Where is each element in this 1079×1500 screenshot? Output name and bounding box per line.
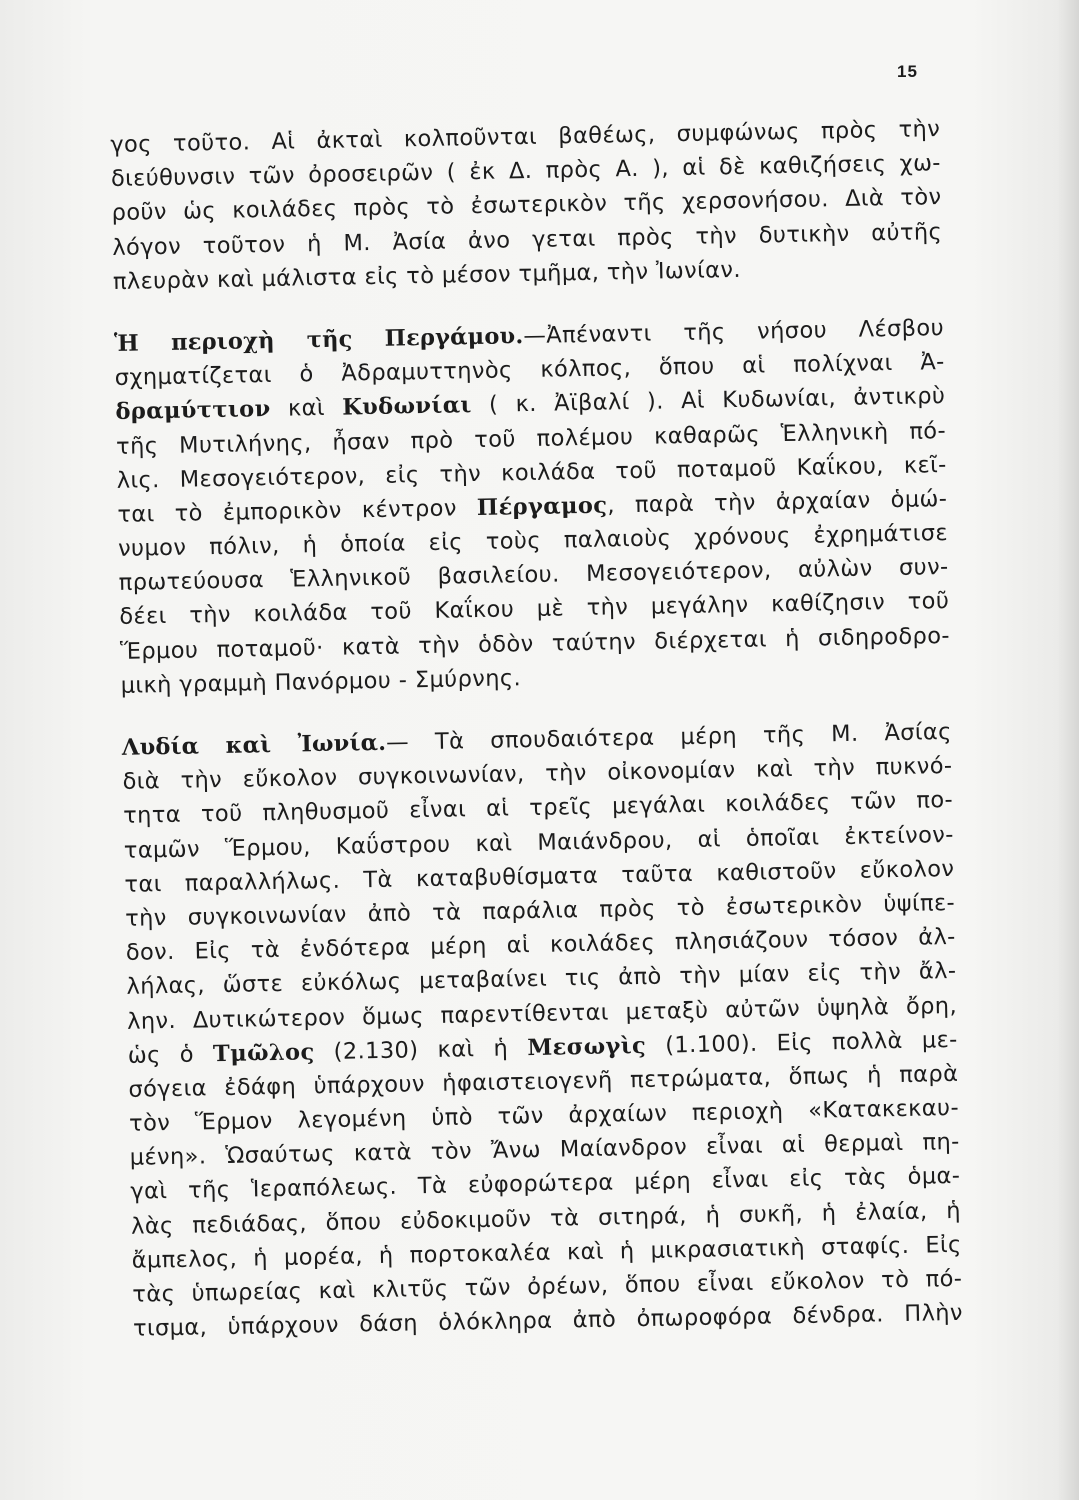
- text-run: —Ἀπέναντι τῆς νήσου Λέσβου: [523, 314, 945, 350]
- text-line: γος τοῦτο. Αἱ ἀκταὶ κολποῦνται βαθέως, συμφώνως πρὸς τὴν: [110, 116, 941, 158]
- text-line: δον. Εἰς τὰ ἐνδότερα μέρη αἱ κοιλάδες πλησιάζουν τόσον ἀλ-: [125, 924, 956, 966]
- text-run: καὶ: [270, 394, 343, 423]
- bold-term: Τμῶλος: [212, 1038, 315, 1067]
- text-line: μικὴ γραμμὴ Πανόρμου - Σμύρνης.: [120, 665, 522, 699]
- paragraph-pergamon: [114, 311, 951, 703]
- text-line: διεύθυνσιν τῶν ὀροσειρῶν ( ἐκ Δ. πρὸς Α. ), αἱ δὲ καθιζήσεις χω-: [110, 150, 942, 193]
- text-line: τισμα, ὑπάρχουν δάση ὁλόκληρα ἀπὸ ὀπωροφόρα δένδρα. Πλὴν: [132, 1300, 964, 1342]
- text-line: λήλας, ὥστε εὐκόλως μεταβαίνει τις ἀπὸ τὴν μίαν εἰς τὴν ἄλ-: [126, 958, 957, 1001]
- text-line: διὰ τὴν εὔκολον συγκοινωνίαν, τὴν οἰκονομίαν καὶ τὴν πυκνό-: [122, 753, 953, 796]
- text-line: γαὶ τῆς Ἱεραπόλεως. Τὰ εὐφορώτερα μέρη εἶναι εἰς τὰς ὁμα-: [130, 1163, 961, 1206]
- page-body: [110, 112, 963, 1346]
- text-line: μένη». Ὡσαύτως κατὰ τὸν Ἄνω Μαίανδρον εἶναι αἱ θερμαὶ πη-: [129, 1129, 960, 1172]
- bold-term: Μεσωγὶς: [527, 1032, 647, 1061]
- text-line: σχηματίζεται ὁ Ἀδραμυττηνὸς κόλπος, ὅπου αἱ πολίχναι Ἀ-: [114, 349, 945, 392]
- paragraph-lydia-ionia: [122, 715, 964, 1346]
- text-line: τὴν συγκοινωνίαν ἀπὸ τὰ παράλια πρὸς τὸ ἐσωτερικὸν ὑψίπε-: [124, 889, 956, 932]
- text-line: λις. Μεσογειότερον, εἰς τὴν κοιλάδα τοῦ ποταμοῦ Καΐκου, κεῖ-: [116, 451, 947, 494]
- page-gutter-shadow: [1057, 0, 1079, 1500]
- text-line: τὰς ὑπωρείας καὶ κλιτῦς τῶν ὀρέων, ὅπου εἶναι εὔκολον τὸ πό-: [132, 1265, 963, 1308]
- text-line: δέει τὴν κοιλάδα τοῦ Καΐκου μὲ τὴν μεγάλην καθίζησιν τοῦ: [119, 588, 950, 631]
- section-heading-pergamon: Ἡ περιοχὴ τῆς Περγάμου.: [113, 323, 524, 357]
- text-run: , παρὰ τὴν ἀρχαίαν ὁμώ-: [607, 485, 948, 519]
- text-line: λόγον τοῦτον ἡ Μ. Ἀσία ἀνο γεται πρὸς τὴν δυτικὴν αὐτῆς: [112, 218, 943, 261]
- text-run: ὡς ὁ: [127, 1040, 214, 1069]
- text-run: (1.100). Εἰς πολλὰ με-: [645, 1026, 958, 1059]
- text-run: — Τὰ σπουδαιότερα μέρη τῆς Μ. Ἀσίας: [385, 718, 953, 756]
- bold-term: δραμύττιον: [115, 396, 271, 426]
- text-line: σόγεια ἐδάφη ὑπάρχουν ἡφαιστειογενῆ πετρώματα, ὅπως ἡ παρὰ: [128, 1060, 959, 1103]
- text-line: τητα τοῦ πληθυσμοῦ εἶναι αἱ τρεῖς μεγάλαι κοιλάδες τῶν πο-: [122, 787, 954, 830]
- text-line: ἄμπελος, ἡ μορέα, ἡ πορτοκαλέα καὶ ἡ μικρασιατικὴ σταφίς. Εἰς: [131, 1231, 962, 1274]
- text-run: (2.130) καὶ ἡ: [314, 1034, 528, 1065]
- section-heading-lydia-ionia: Λυδία καὶ Ἰωνία.: [121, 729, 387, 761]
- text-line: ται παραλλήλως. Τὰ καταβυθίσματα ταῦτα καθιστοῦν εὔκολον: [124, 855, 955, 898]
- text-line: λην. Δυτικώτερον ὅμως παρεντίθενται μεταξὺ αὐτῶν ὑψηλὰ ὄρη,: [126, 992, 958, 1035]
- text-run: ( κ. Ἀϊβαλί ). Αἱ Κυδωνίαι, ἀντικρὺ: [471, 383, 946, 419]
- text-line: τὸν Ἕρμον λεγομένη ὑπὸ τῶν ἀρχαίων περιοχὴ «Κατακεκαυ-: [128, 1094, 960, 1137]
- text-line: νυμον πόλιν, ἡ ὁποία εἰς τοὺς παλαιοὺς χρόνους ἐχρημάτισε: [117, 520, 949, 562]
- text-line: πλευρὰν καὶ μάλιστα εἰς τὸ μέσον τμῆμα, τὴν Ἰωνίαν.: [112, 256, 742, 295]
- bold-term: Κυδωνίαι: [341, 392, 472, 421]
- paragraph-1: [110, 112, 943, 299]
- text-run: ται τὸ ἐμπορικὸν κέντρον: [117, 494, 478, 528]
- text-line: Ἕρμου ποταμοῦ· κατὰ τὴν ὁδὸν ταύτην διέρχεται ἡ σιδηροδρο-: [119, 622, 951, 665]
- text-line: λὰς πεδιάδας, ὅπου εὐδοκιμοῦν τὰ σιτηρά, ἡ συκῆ, ἡ ἐλαία, ἡ: [130, 1197, 962, 1240]
- text-line: τῆς Μυτιλήνης, ἦσαν πρὸ τοῦ πολέμου καθαρῶς Ἑλληνικὴ πό-: [115, 417, 947, 460]
- text-line: ροῦν ὡς κοιλάδες πρὸς τὸ ἐσωτερικὸν τῆς χερσονήσου. Διὰ τὸν: [111, 184, 942, 227]
- page-number: 15: [897, 62, 918, 81]
- bold-term: Πέργαμος: [476, 492, 608, 521]
- text-line: ταμῶν Ἕρμου, Καΰστρου καὶ Μαιάνδρου, αἱ ὁποῖαι ἐκτείνον-: [123, 821, 954, 864]
- text-line: πρωτεύουσα Ἑλληνικοῦ βασιλείου. Μεσογειότερον, αὐλὼν συν-: [118, 554, 949, 597]
